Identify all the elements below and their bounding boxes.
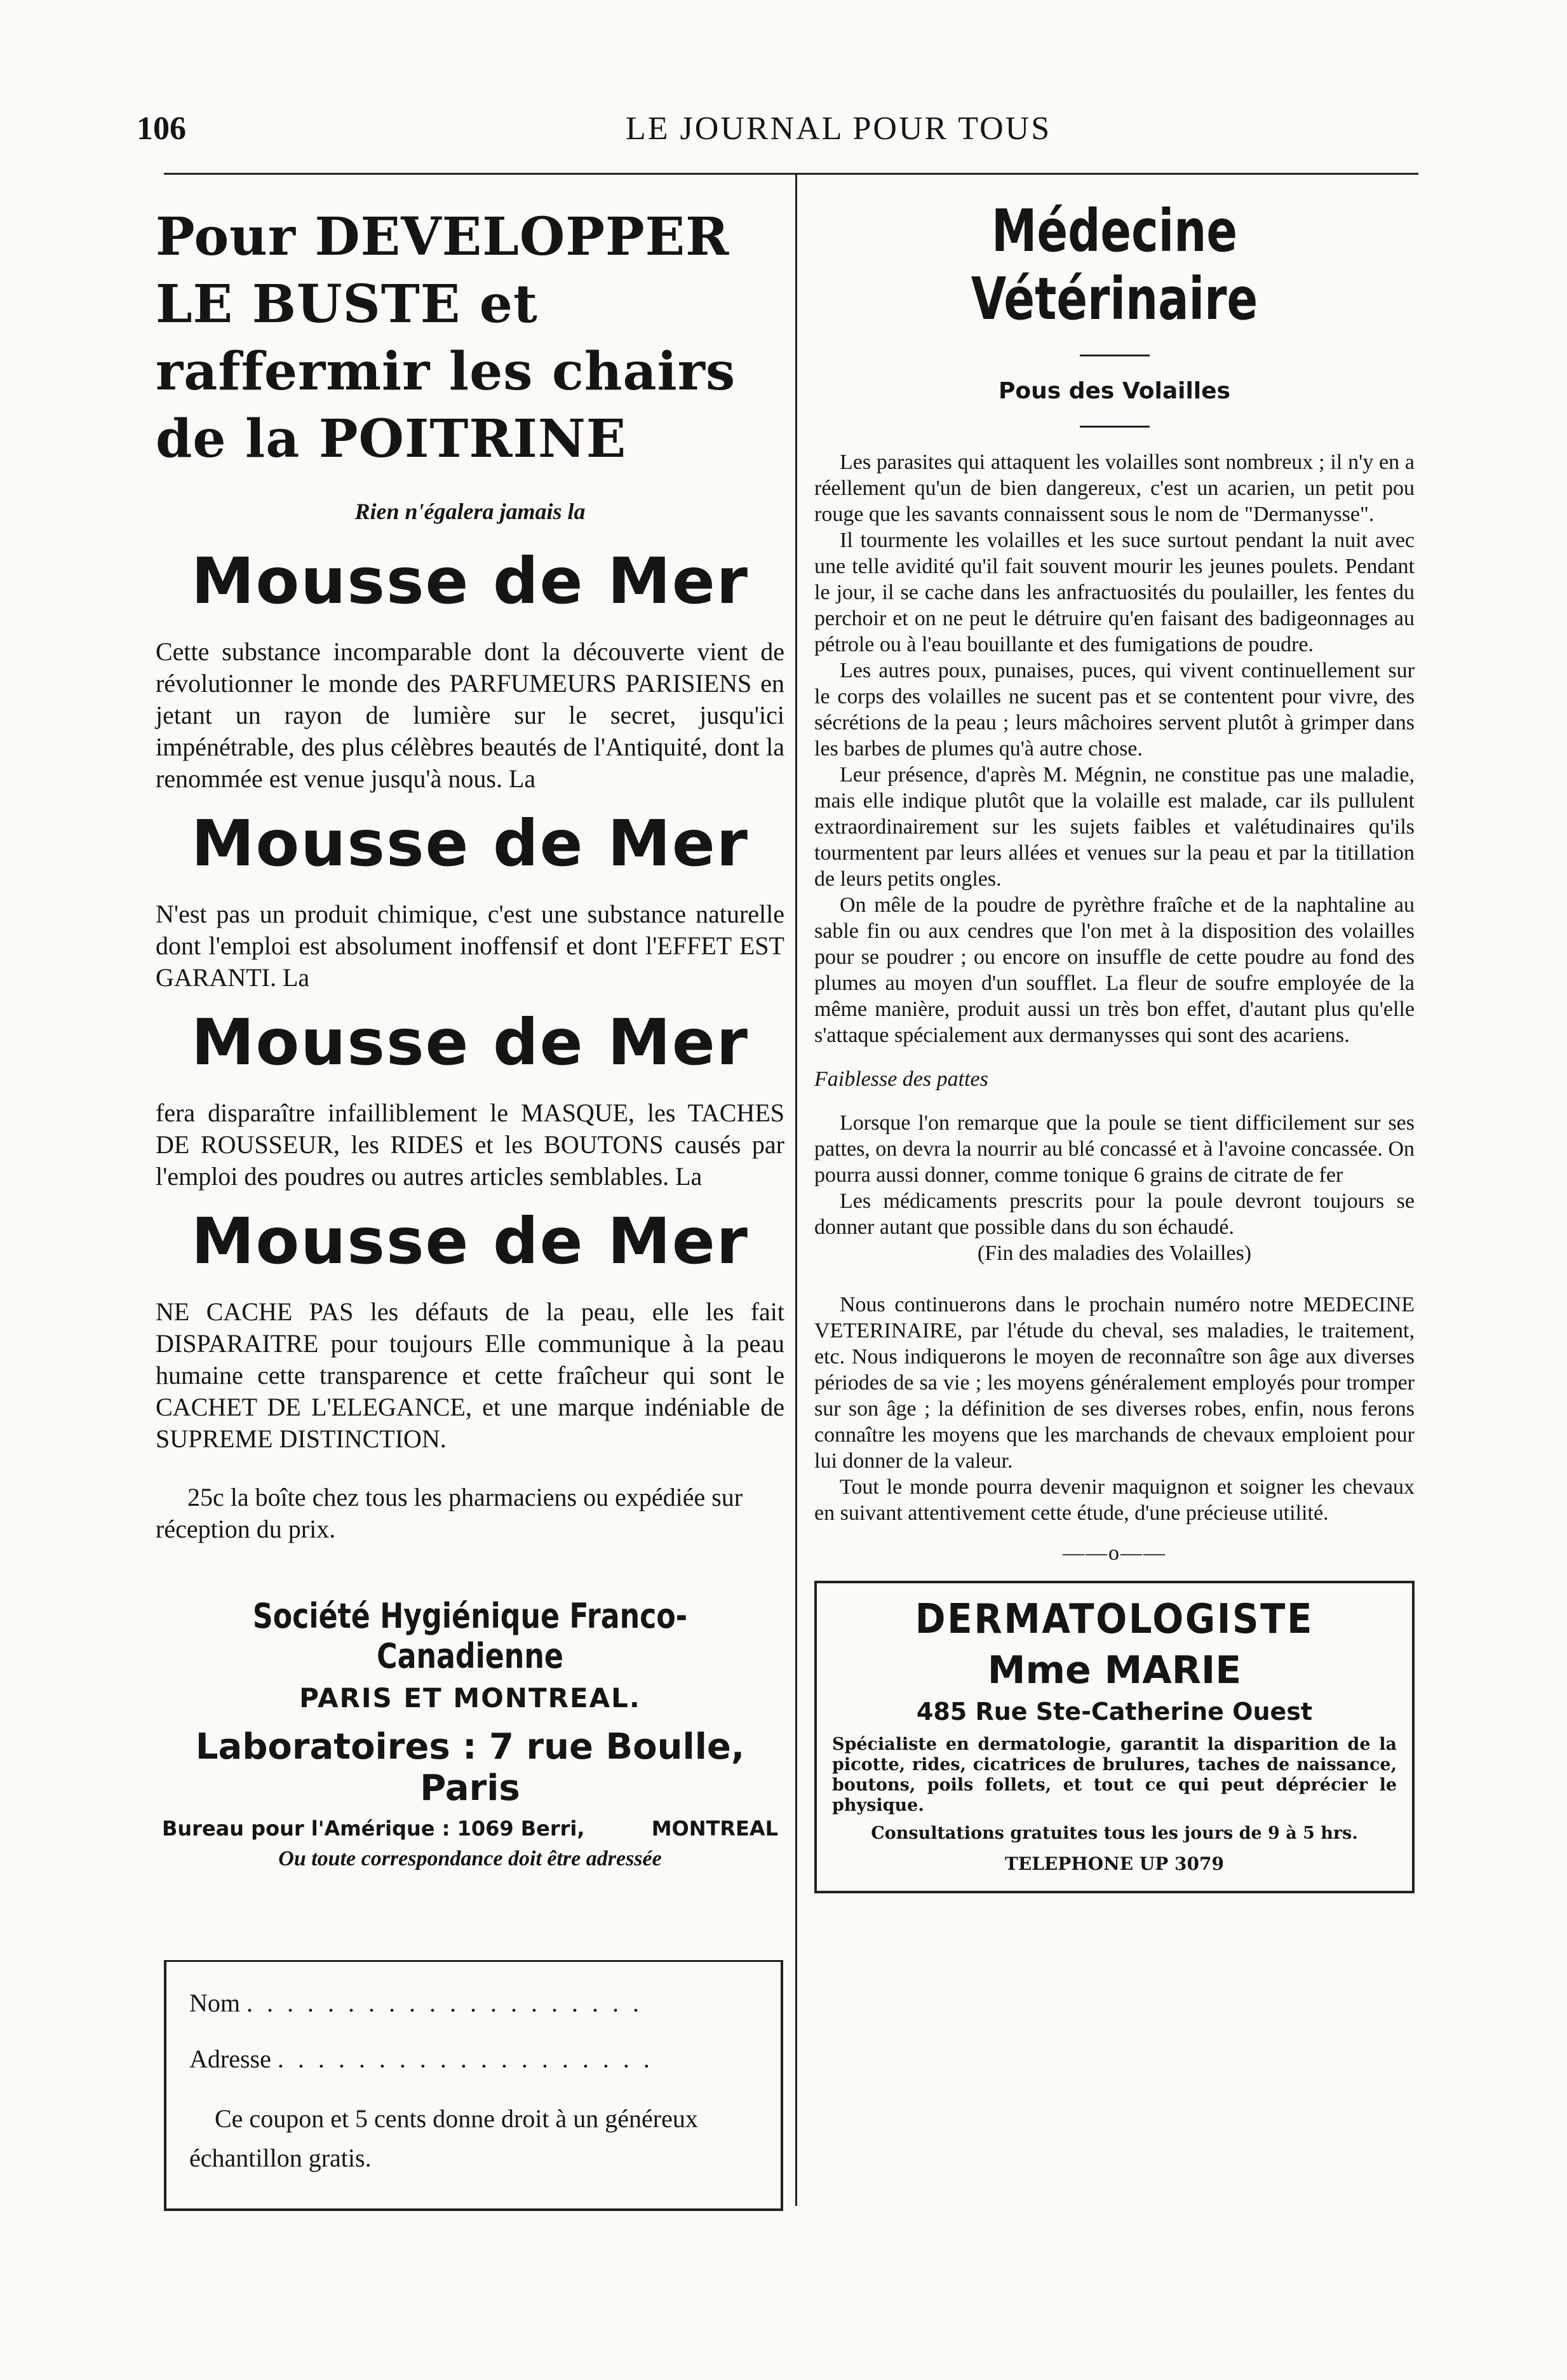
article-title: Médecine Vétérinaire [971, 197, 1258, 333]
ad-paragraph: NE CACHE PAS les défauts de la peau, elle les fait DISPARAITRE pour toujours Elle communique à la peau humaine cette transparence et cette fraîcheur qui sont le CACHET DE L'ELEGANCE, et une marque indéniable de SUPREME DISTINCTION. [156, 1297, 784, 1453]
subtitle-rule [1080, 426, 1150, 428]
company-cities: PARIS ET MONTREAL. [299, 1682, 641, 1714]
coupon-address-label: Adresse [189, 2045, 271, 2073]
bureau-line [162, 1816, 778, 1841]
article-paragraph: Les médicaments prescrits pour la poule devront toujours se donner autant que possible dans du son échaudé. [814, 1189, 1415, 1239]
ad-price: 25c la boîte chez tous les pharmaciens ou expédiée sur réception du prix. [156, 1483, 743, 1543]
article-paragraph: On mêle de la poudre de pyrèthre fraîche et de la naphtaline au sable fin ou aux cendres que l'on met à la disposition des volailles pour se poudrer ; ou encore on insuffle de cette poudre au fond des plumes au moyen d'un soufflet. La fleur de soufre employée de la même manière, produit aussi un très bon effet, d'autant plus qu'elle s'attaque spécialement aux dermanysses qui sont des acariens. [814, 893, 1415, 1047]
ad-tagline: Rien n'égalera jamais la [354, 499, 586, 524]
coupon-name-dots: . . . . . . . . . . . . . . . . . . . . [246, 1989, 643, 2017]
coupon-address-line [189, 2043, 758, 2075]
correspondence-note: Ou toute correspondance doit être adressée [278, 1847, 662, 1870]
article-paragraph: Il tourmente les volailles et les suce surtout pendant la nuit avec une telle avidité qu'il fait souvent mourir les jeunes poulets. Pendant le jour, il se cache dans les anfractuosités du poulailler, les fentes du perchoir et on ne peut le détruire qu'en faisant des badigeonnages au pétrole ou à l'eau bouillante et des fumigations de poudre. [814, 529, 1415, 656]
ad-paragraph: N'est pas un produit chimique, c'est une substance naturelle dont l'emploi est absolument inoffensif et dont l'EFFET EST GARANTI. La [156, 900, 784, 992]
title-rule [1080, 355, 1150, 356]
article-paragraph: Les parasites qui attaquent les volailles sont nombreux ; il n'y en a réellement qu'un de bien dangereux, c'est un acarien, un petit pou rouge que les savants connaissent sous le nom de "Dermanysse". [814, 450, 1415, 526]
section-heading: Faiblesse des pattes [814, 1067, 988, 1091]
derm-address: 485 Rue Ste-Catherine Ouest [916, 1698, 1313, 1726]
page-number: 106 [137, 111, 186, 147]
sample-coupon [164, 1960, 783, 2211]
coupon-name-label: Nom [189, 1989, 240, 2017]
dermatologist-ad [814, 1581, 1415, 1893]
article-separator: ——o—— [1063, 1541, 1166, 1565]
article-subtitle: Pous des Volailles [999, 378, 1230, 404]
laboratory-address: Laboratoires : 7 rue Boulle, Paris [195, 1726, 745, 1809]
product-name: Mousse de Mer [191, 1005, 749, 1079]
product-name: Mousse de Mer [191, 1204, 749, 1278]
column-divider [795, 173, 797, 2206]
article-paragraph: Nous continuerons dans le prochain numéro notre MEDECINE VETERINAIRE, par l'étude du cheval, ses maladies, le traitement, etc. Nous indiquerons le moyen de reconnaître son âge aux diverses périodes de sa vie ; les moyens généralement employés pour tromper sur son âge ; la définition de ses diverses robes, enfin, nous ferons connaître les moyens que les marchands de chevaux emploient pour lui donner de la valeur. [814, 1293, 1415, 1473]
bureau-address: Bureau pour l'Amérique : 1069 Berri, [162, 1816, 585, 1841]
derm-telephone: TELEPHONE UP 3079 [1005, 1853, 1224, 1874]
product-name: Mousse de Mer [191, 544, 749, 618]
derm-name: Mme MARIE [987, 1648, 1242, 1693]
ad-paragraph: fera disparaître infailliblement le MASQUE, les TACHES DE ROUSSEUR, les RIDES et les BOUTONS causés par l'emploi des poudres ou autres articles semblables. La [156, 1099, 784, 1191]
article-paragraph: Lorsque l'on remarque que la poule se tient difficilement sur ses pattes, on devra la nourrir au blé concassé et à l'avoine concassée. On pourra aussi donner, comme tonique 6 grains de citrate de fer [814, 1111, 1415, 1187]
coupon-text: Ce coupon et 5 cents donne droit à un généreux échantillon gratis. [189, 2104, 698, 2172]
product-name: Mousse de Mer [191, 806, 749, 881]
header-rule [164, 173, 1418, 175]
article-paragraph: Tout le monde pourra devenir maquignon et soigner les chevaux en suivant attentivement cette étude, d'une précieuse utilité. [814, 1475, 1415, 1525]
derm-description: Spécialiste en dermatologie, garantit la disparition de la picotte, rides, cicatrices de brulures, taches de naissance, boutons, poils follets, et tout ce qui peut déprécier le physique. [832, 1734, 1397, 1815]
journal-title: LE JOURNAL POUR TOUS [626, 111, 1052, 147]
derm-title: DERMATOLOGISTE [915, 1596, 1314, 1643]
mousse-de-mer-ad [156, 191, 784, 1871]
ad-headline: Pour DEVELOPPER LE BUSTE et raffermir les chairs de la POITRINE [156, 206, 736, 470]
coupon-address-dots: . . . . . . . . . . . . . . . . . . . [277, 2045, 654, 2073]
ad-paragraph: Cette substance incomparable dont la découverte vient de révolutionner le monde des PARFUMEURS PARISIENS en jetant un rayon de lumière sur le secret, jusqu'ici impénétrable, des plus célèbres beautés de l'Antiquité, dont la renommée est venue jusqu'à nous. La [156, 637, 784, 793]
article-body [814, 449, 1415, 1526]
veterinary-article [814, 191, 1415, 1893]
article-paragraph: Leur présence, d'après M. Mégnin, ne constitue pas une maladie, mais elle indique plutôt que la volaille est malade, car ils pullulent extraordinairement sur les sujets faibles et valétudinaires qu'ils tourmentent par leurs allées et venues sur la peau et par la titillation de leurs petits ongles. [814, 763, 1415, 891]
bureau-city: MONTREAL [651, 1816, 778, 1841]
derm-consultations: Consultations gratuites tous les jours de 9 à 5 hrs. [871, 1823, 1358, 1843]
company-name: Société Hygiénique Franco-Canadienne [252, 1596, 688, 1676]
article-paragraph: Les autres poux, punaises, puces, qui vivent continuellement sur le corps des volailles ne sucent pas et se contentent pour vivre, des sécrétions de la peau ; leurs mâchoires servent plutôt à grimper dans les barbes de plumes qu'à autre chose. [814, 659, 1415, 761]
end-note: (Fin des maladies des Volailles) [977, 1241, 1252, 1265]
page-header [137, 105, 1413, 156]
coupon-name-line [189, 1987, 758, 2019]
